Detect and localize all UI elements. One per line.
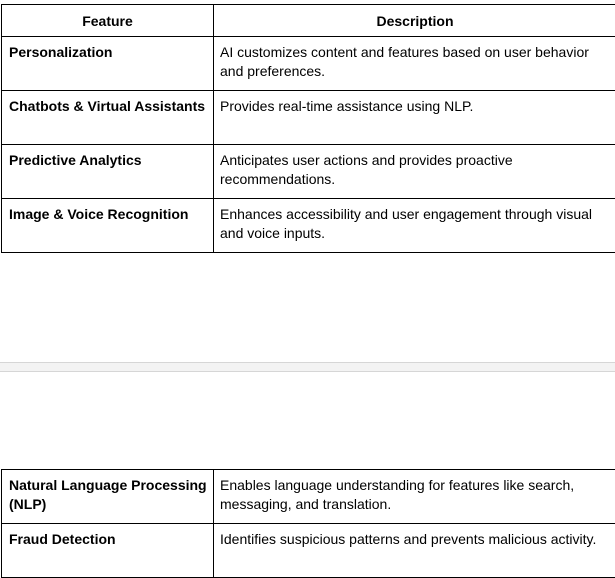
page-break: [0, 362, 615, 372]
header-description: Description: [214, 5, 615, 37]
features-table: [1, 4, 615, 253]
feature-cell: Chatbots & Virtual Assistants: [2, 91, 214, 145]
table-row: [2, 37, 615, 91]
table-row: [2, 145, 615, 199]
features-table-continued: [1, 469, 615, 578]
description-cell: Enhances accessibility and user engagement through visual and voice inputs.: [214, 199, 615, 253]
feature-cell: Image & Voice Recognition: [2, 199, 214, 253]
description-cell: Enables language understanding for features like search, messaging, and translation.: [214, 470, 615, 524]
feature-cell: Fraud Detection: [2, 524, 214, 578]
description-cell: AI customizes content and features based on user behavior and preferences.: [214, 37, 615, 91]
feature-cell: Personalization: [2, 37, 214, 91]
feature-cell: Natural Language Processing (NLP): [2, 470, 214, 524]
description-cell: Identifies suspicious patterns and prevents malicious activity.: [214, 524, 615, 578]
header-feature: Feature: [2, 5, 214, 37]
table-row: [2, 199, 615, 253]
description-cell: Anticipates user actions and provides proactive recommendations.: [214, 145, 615, 199]
feature-cell: Predictive Analytics: [2, 145, 214, 199]
table-header-row: [2, 5, 615, 37]
description-cell: Provides real-time assistance using NLP.: [214, 91, 615, 145]
table-row: [2, 91, 615, 145]
table-row: [2, 470, 615, 524]
table-row: [2, 524, 615, 578]
